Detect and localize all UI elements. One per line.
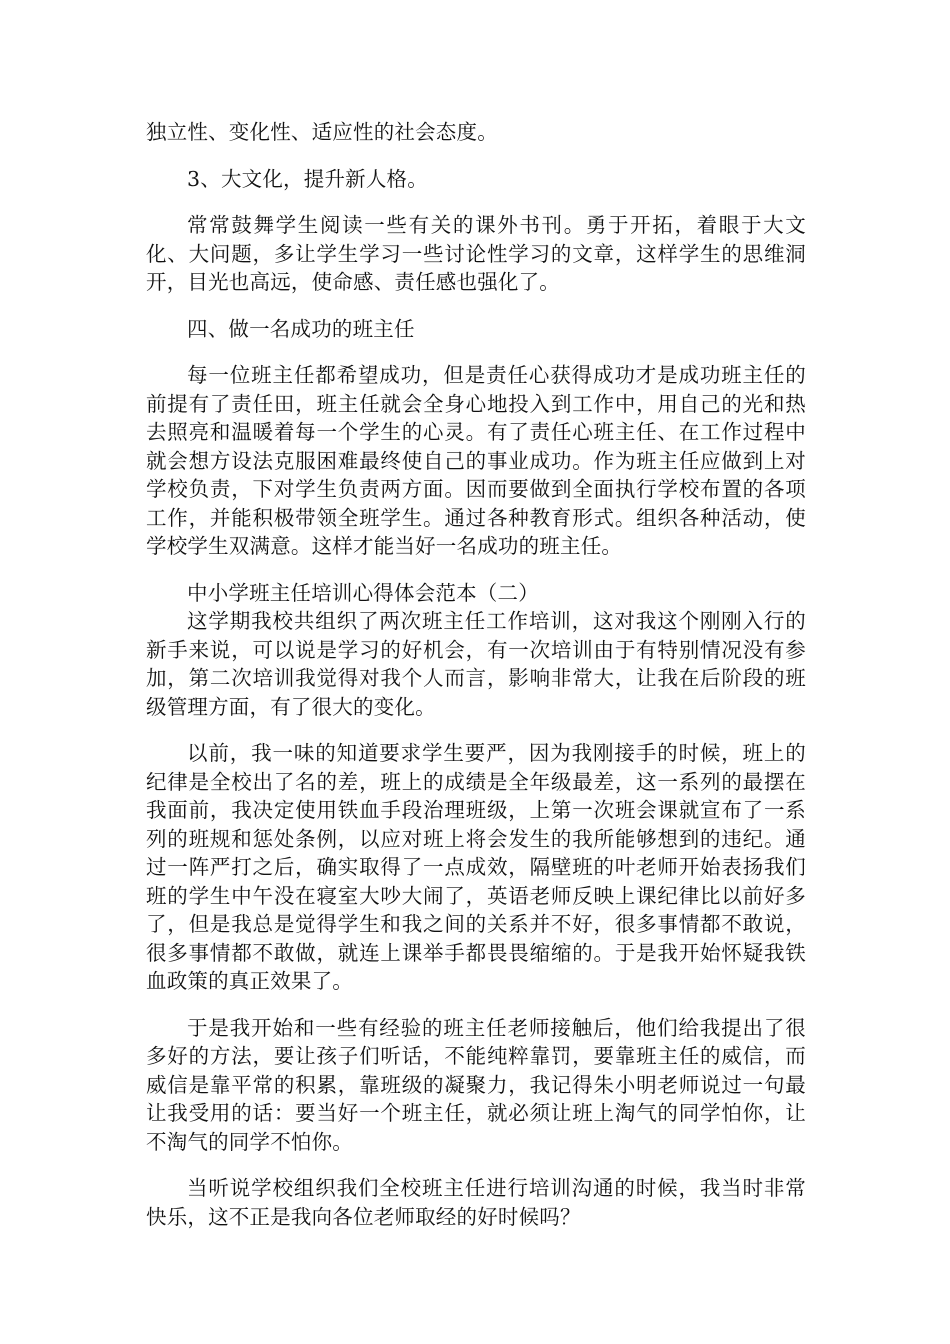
paragraph-responsibility: 每一位班主任都希望成功，但是责任心获得成功才是成功班主任的前提有了责任田，班主任就会全身心地投入到工作中，用自己的光和热去照亮和温暖着每一个学生的心灵。有了责任心班主任、在工作过程中就会想方设法克服困难最终使自己的事业成功。作为班主任应做到上对学校负责，下对学生负责两方面。因而要做到全面执行学校布置的各项工作，并能积极带领全班学生。通过各种教育形式。组织各种活动，使学校学生双满意。这样才能当好一名成功的班主任。	[146, 363, 806, 558]
paragraph-training-news: 当听说学校组织我们全校班主任进行培训沟通的时候，我当时非常快乐，这不正是我向各位老师取经的好时候吗？	[146, 1176, 806, 1229]
paragraph-reading: 常常鼓舞学生阅读一些有关的课外书刊。勇于开拓，着眼于大文化、大问题，多让学生学习一些讨论性学习的文章，这样学生的思维洞开，目光也高远，使命感、责任感也强化了。	[146, 213, 806, 294]
subheading-culture: 3、大文化，提升新人格。	[187, 166, 428, 191]
paragraph-experienced-advice: 于是我开始和一些有经验的班主任老师接触后，他们给我提出了很多好的方法，要让孩子们听话，不能纯粹靠罚，要靠班主任的威信，而威信是靠平常的积累，靠班级的凝聚力，我记得朱小明老师说过一句最让我受用的话：要当好一个班主任，就必须让班上淘气的同学怕你，让不淘气的同学不怕你。	[146, 1015, 806, 1154]
document-body	[146, 118, 806, 1231]
article-title-part-two: 中小学班主任培训心得体会范本（二）	[187, 580, 539, 605]
section-heading-successful-teacher: 四、做一名成功的班主任	[187, 316, 415, 341]
paragraph-strict-policy: 以前，我一味的知道要求学生要严，因为我刚接手的时候，班上的纪律是全校出了名的差，班上的成绩是全年级最差，这一系列的最摆在我面前，我决定使用铁血手段治理班级，上第一次班会课就宣布了一系列的班规和惩处条例，以应对班上将会发生的我所能够想到的违纪。通过一阵严打之后，确实取得了一点成效，隔壁班的叶老师开始表扬我们班的学生中午没在寝室大吵大闹了，英语老师反映上课纪律比以前好多了，但是我总是觉得学生和我之间的关系并不好，很多事情都不敢说，很多事情都不敢做，就连上课举手都畏畏缩缩的。于是我开始怀疑我铁血政策的真正效果了。	[146, 741, 806, 993]
paragraph-attitude-end: 独立性、变化性、适应性的社会态度。	[146, 120, 498, 144]
paragraph-training-intro: 这学期我校共组织了两次班主任工作培训，这对我这个刚刚入行的新手来说，可以说是学习的好机会，有一次培训由于有特别情况没有参加，第二次培训我觉得对我个人而言，影响非常大，让我在后阶段的班级管理方面，有了很大的变化。	[146, 609, 806, 719]
